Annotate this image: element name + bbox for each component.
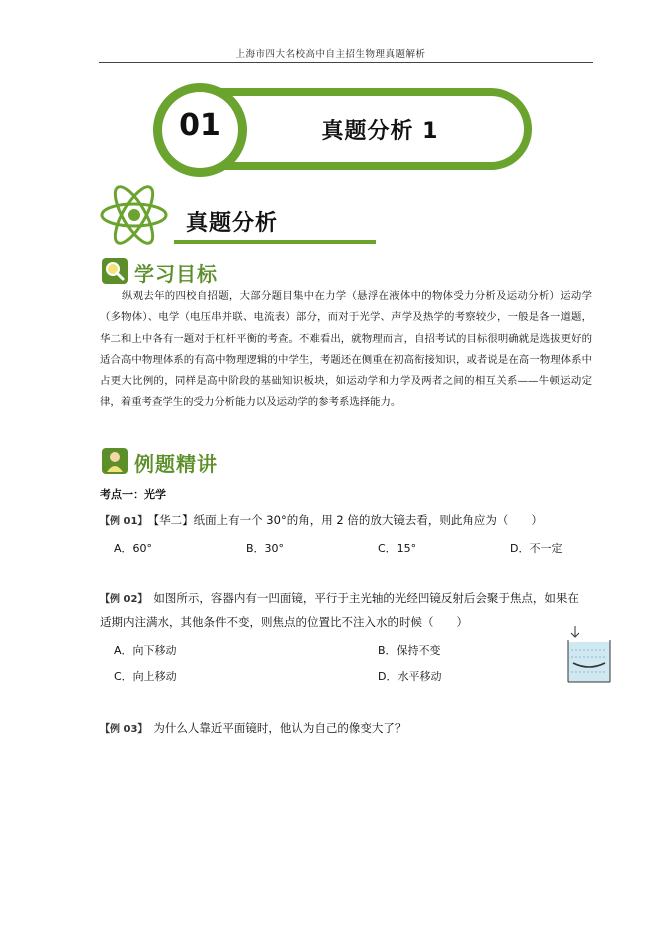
example-01-option-b: B．30° (246, 542, 285, 555)
example-03-tag: 【例 03】 (100, 724, 148, 735)
example-03 (100, 720, 406, 736)
atom-icon (100, 185, 180, 245)
header-divider (99, 62, 593, 63)
example-01-option-d: D．不一定 (510, 542, 563, 555)
example-02-option-d: D．水平移动 (378, 670, 442, 683)
example-02-line2: 适期内注满水，其他条件不变，则焦点的位置比不注入水的时候（ ） (100, 615, 468, 629)
section-title: 真题分析 (186, 211, 279, 236)
example-01-tag: 【例 01】 (100, 516, 148, 527)
example-02-option-b: B．保持不变 (378, 644, 441, 657)
key-point-label: 考点一：光学 (100, 488, 166, 501)
example-02-line1: 如图所示，容器内有一凹面镜，平行于主光轴的光经凹镜反射后会聚于焦点，如果在 (153, 591, 579, 605)
example-02-tag: 【例 02】 (100, 594, 148, 605)
learning-goals-heading: 学习目标 (134, 262, 218, 286)
learning-goals-paragraph: 纵观去年的四校自招题，大部分题目集中在力学（悬浮在液体中的物体受力分析及运动分析）运动学（多物体）、电学（电压串并联、电流表）部分，而对于光学、声学及热学的考察较少，一般是各一道题，华二和上中各有一题对于杠杆平衡的考查。不难看出，就物理而言，自招考试的目标很明确就是选拔更好的适合高中物理体系的有高中物理逻辑的中学生，考题还在侧重在初高衔接知识，或者说是在高一物理体系中占更大比例的，同样是高中阶段的基础知识板块，如运动学和力学及两者之间的相互关系——牛顿运动定律，着重考查学生的受力分析能力以及运动学的参考系选择能力。 (100, 290, 592, 409)
example-02 (100, 590, 579, 606)
section-underline (174, 240, 376, 244)
page-header: 上海市四大名校高中自主招生物理真题解析 (235, 49, 426, 60)
example-01-text: 【华二】纸面上有一个 30°的角，用 2 倍的放大镜去看，则此角应为（ ） (153, 513, 543, 527)
chapter-title: 真题分析 1 (321, 119, 439, 144)
example-01-option-a: A．60° (114, 542, 153, 555)
example-02-option-c: C．向上移动 (114, 670, 177, 683)
example-01-option-c: C．15° (378, 542, 417, 555)
teacher-icon (102, 448, 128, 474)
container-mirror-figure (563, 624, 615, 688)
examples-heading: 例题精讲 (134, 452, 218, 476)
example-02-option-a: A．向下移动 (114, 644, 177, 657)
magnifier-icon (102, 258, 128, 284)
chapter-number: 01 (179, 108, 221, 143)
example-01 (100, 512, 543, 528)
example-03-text: 为什么人靠近平面镜时，他认为自己的像变大了？ (153, 721, 407, 735)
